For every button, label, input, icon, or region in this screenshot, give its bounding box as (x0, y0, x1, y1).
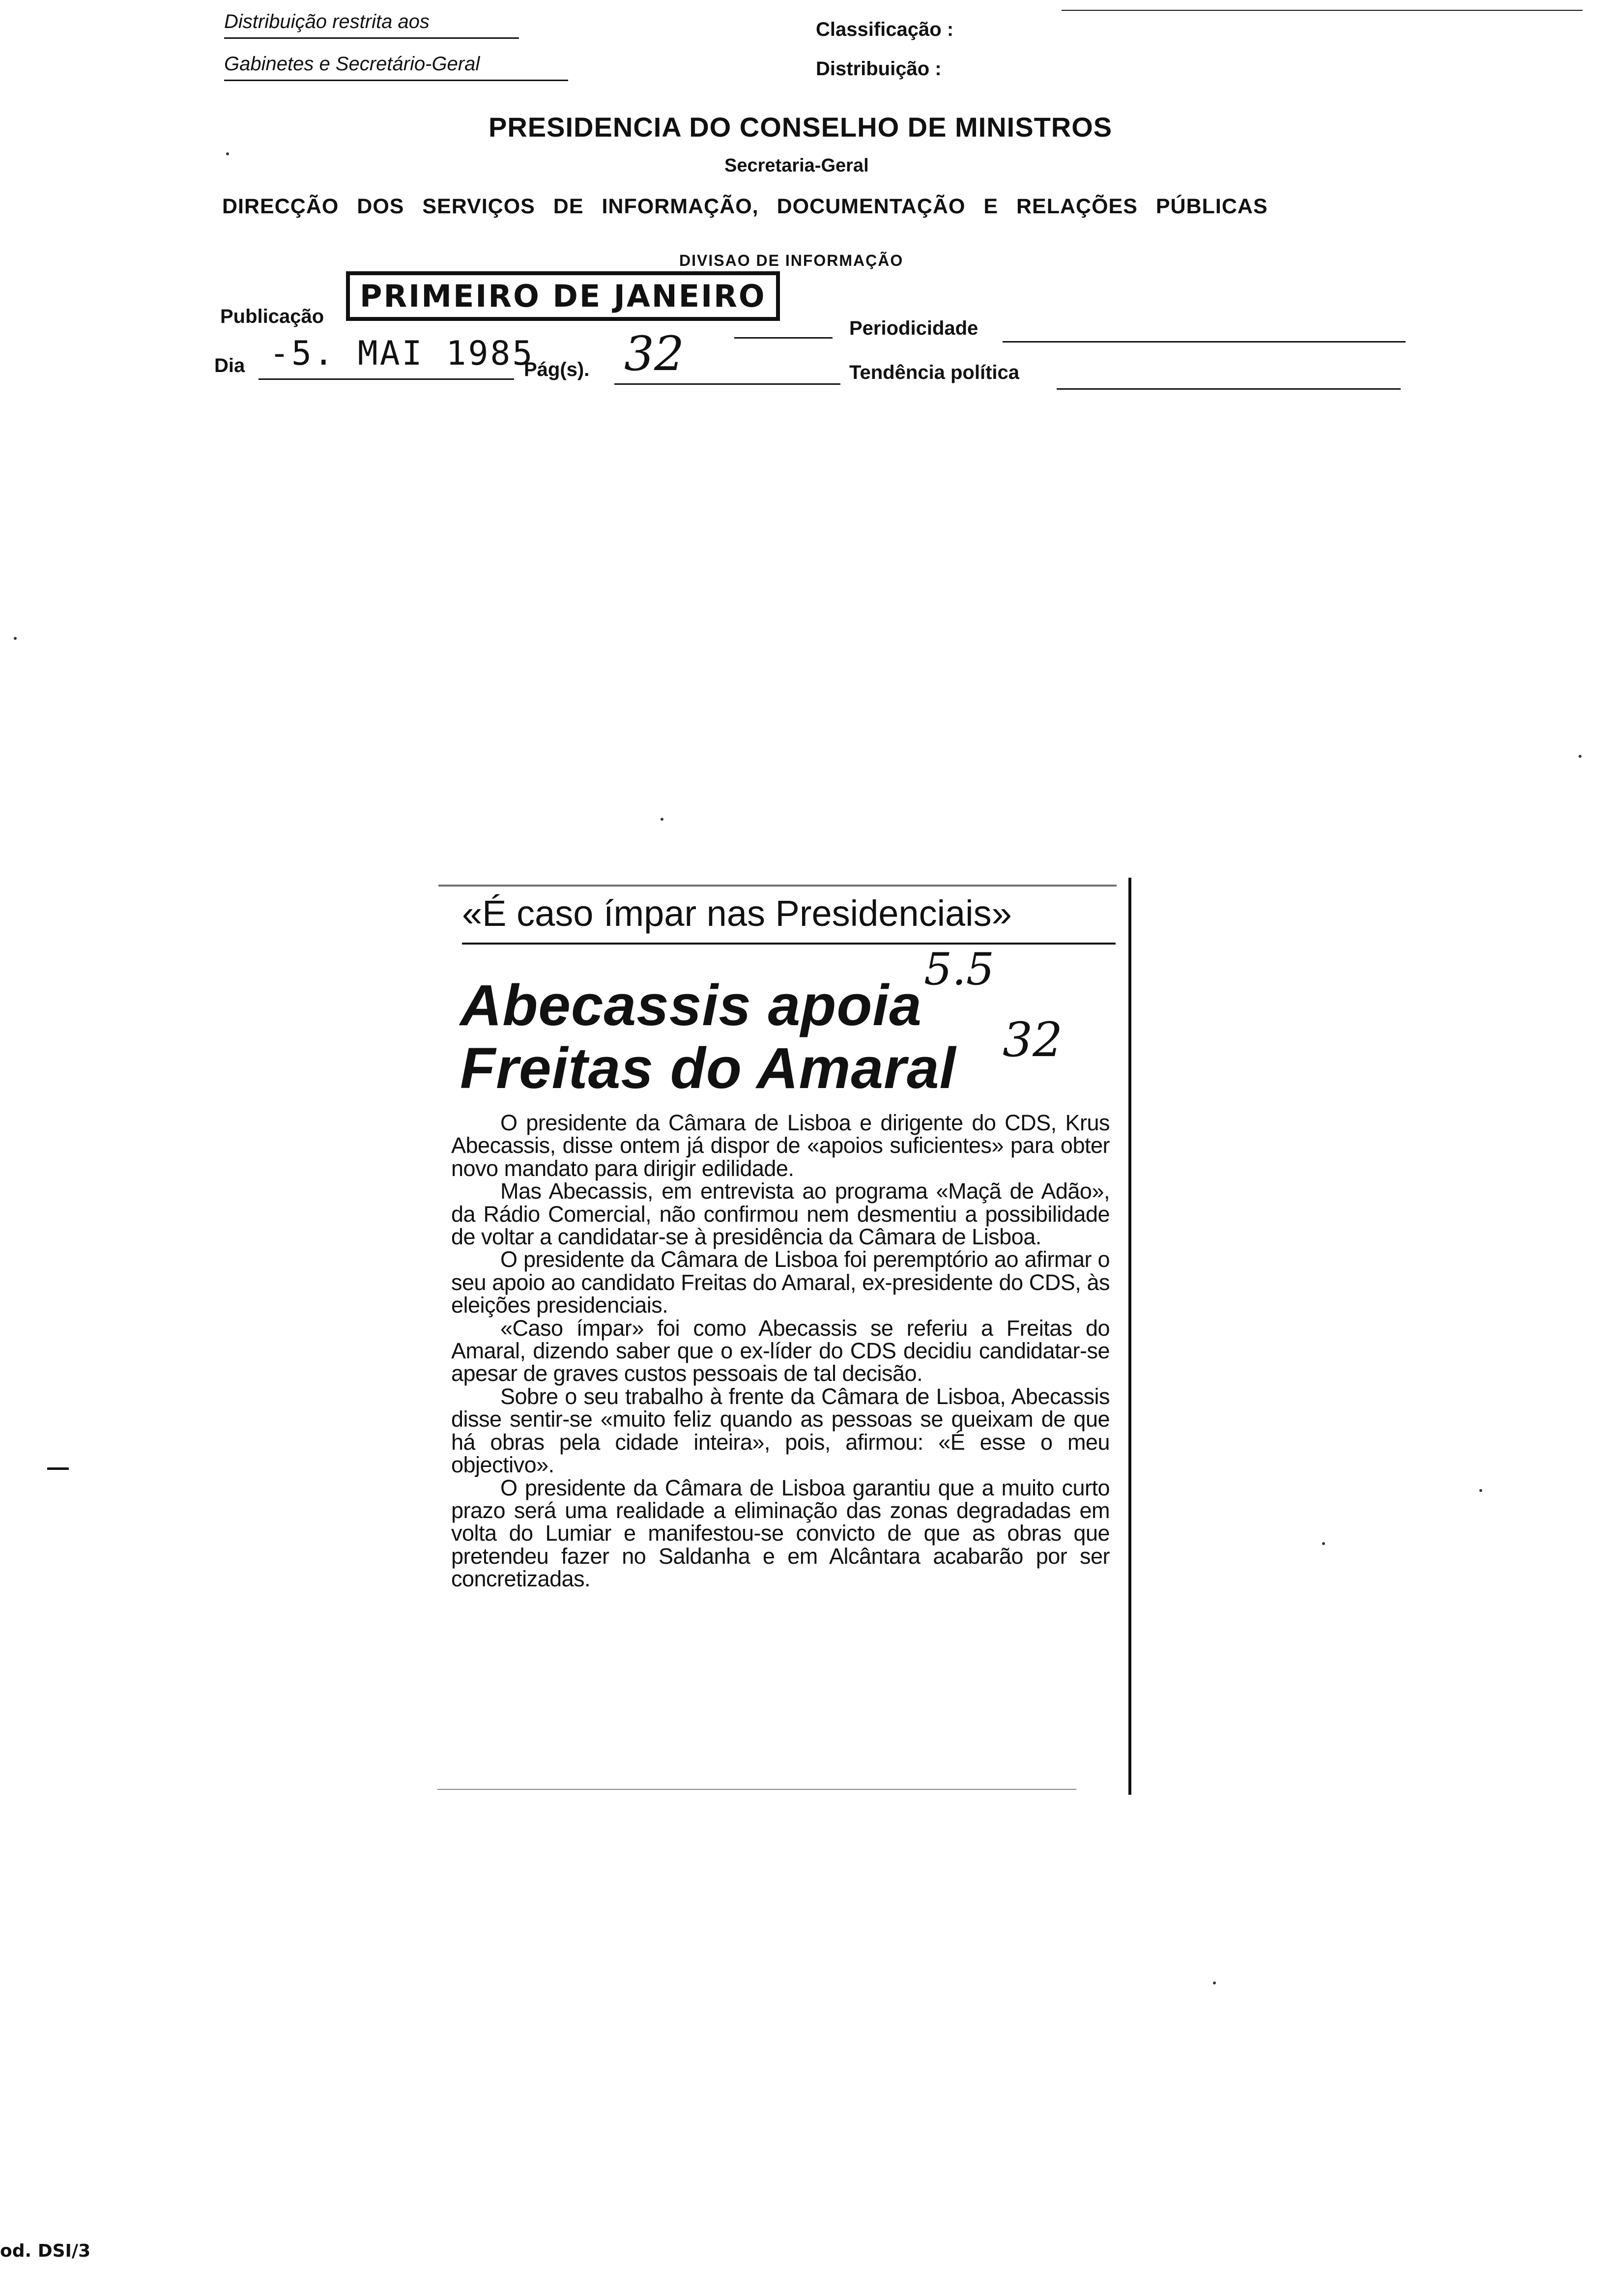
clipping-right-border (1128, 878, 1131, 1795)
form-code: od. DSI/3 (0, 2241, 91, 2261)
publication-underline (734, 337, 833, 339)
top-right-rule (1062, 10, 1583, 11)
pages-value: 32 (624, 326, 685, 381)
pages-label: Pág(s). (524, 359, 590, 380)
division-line: DIVISAO DE INFORMAÇÃO (679, 252, 904, 269)
clipping-paragraph: O presidente da Câmara de Lisboa e dirigente do CDS, Krus Abecassis, disse ontem já dispor de «apoios suficientes» para obter novo mandato para dirigir edilidade. (451, 1110, 1110, 1181)
political-label: Tendência política (849, 362, 1019, 383)
handwritten-page-annotation: 32 (1003, 1012, 1063, 1067)
clipping-paragraph: O presidente da Câmara de Lisboa foi peremptório ao afirmar o seu apoio ao candidato Freitas do Amaral, ex-presidente do CDS, às eleições presidenciais. (451, 1247, 1110, 1318)
periodicity-underline (1003, 341, 1406, 343)
scan-speck (226, 152, 229, 155)
restricted-distribution-line1: Distribuição restrita aos (224, 11, 430, 32)
day-label: Dia (214, 355, 245, 376)
scan-speck (1322, 1542, 1325, 1545)
clipping-body (451, 1112, 1110, 1591)
clipping-bottom-rule (437, 1789, 1076, 1790)
scan-mark-left (47, 1467, 69, 1470)
classification-label: Classificação : (816, 19, 954, 40)
political-underline (1057, 388, 1401, 390)
clipping-headline-line1: Abecassis apoia (460, 973, 922, 1038)
clipping-paragraph: O presidente da Câmara de Lisboa garantiu que a muito curto prazo será uma realidade a eliminação das zonas degradadas em volta do Lumiar e manifestou-se convicto de que as obras que pretendeu fazer no Saldanha e em Alcântara acabarão por ser concretizadas. (451, 1475, 1110, 1592)
day-date-stamp: -5. MAI 1985 (269, 334, 535, 373)
clipping-paragraph: Sobre o seu trabalho à frente da Câmara de Lisboa, Abecassis disse sentir-se «muito feliz quando as pessoas se queixam de que há obras pela cidade inteira», pois, afirmou: «É esse o meu objectivo». (451, 1383, 1110, 1478)
publication-label: Publicação (220, 306, 324, 327)
publication-stamp: PRIMEIRO DE JANEIRO (346, 271, 780, 321)
periodicity-label: Periodicidade (849, 317, 979, 339)
page-subtitle: Secretaria-Geral (724, 155, 869, 176)
page-title: PRESIDENCIA DO CONSELHO DE MINISTROS (489, 112, 1113, 143)
clipping-top-rule (438, 885, 1117, 887)
pages-underline (614, 383, 840, 385)
clipping-paragraph: Mas Abecassis, em entrevista ao programa «Maçã de Adão», da Rádio Comercial, não confirmou nem desmentiu a possibilidade de voltar a candidatar-se à presidência da Câmara de Lisboa. (451, 1178, 1110, 1250)
distribution-label: Distribuição : (816, 58, 942, 80)
kicker-underline (462, 943, 1116, 945)
clipping-paragraph: «Caso ímpar» foi como Abecassis se referiu a Freitas do Amaral, dizendo saber que o ex-líder do CDS decidiu candidatar-se apesar de graves custos pessoais de tal decisão. (451, 1315, 1110, 1386)
restricted-distribution-line2: Gabinetes e Secretário-Geral (224, 53, 480, 75)
department-line: DIRECÇÃO DOS SERVIÇOS DE INFORMAÇÃO, DOCUMENTAÇÃO E RELAÇÕES PÚBLICAS (222, 195, 1268, 218)
scan-speck (1579, 755, 1582, 758)
scan-speck (661, 818, 663, 821)
scan-speck (1479, 1489, 1482, 1492)
handwritten-date-annotation: 5.5 (924, 944, 995, 995)
day-underline (259, 378, 514, 380)
scan-speck (14, 637, 17, 640)
scan-speck (1213, 1981, 1216, 1984)
restricted-underline-1 (224, 37, 519, 39)
restricted-underline-2 (224, 80, 568, 81)
clipping-headline-line2: Freitas do Amaral (460, 1036, 956, 1101)
clipping-kicker: «É caso ímpar nas Presidenciais» (462, 893, 1012, 934)
